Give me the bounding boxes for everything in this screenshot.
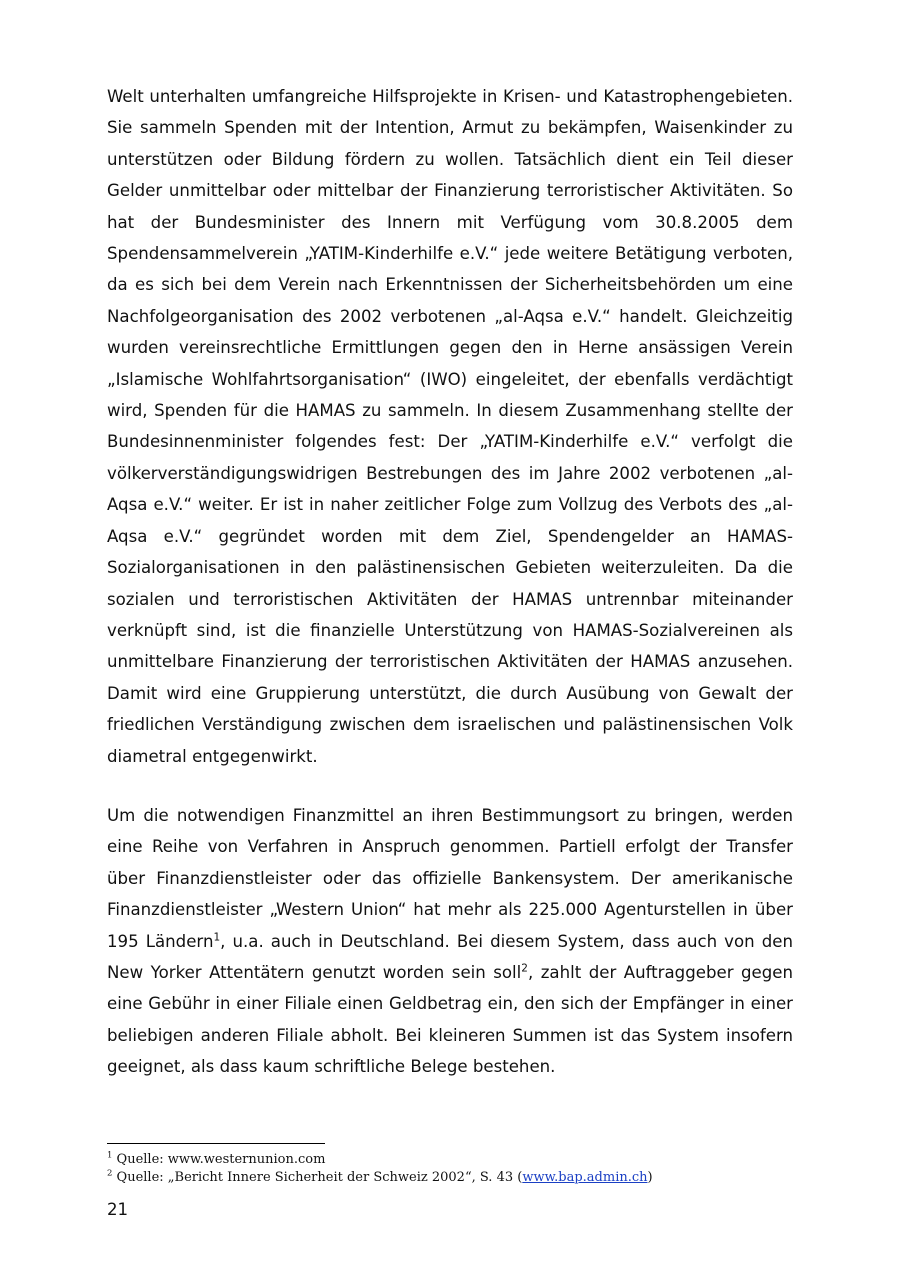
footnote-number: 2 bbox=[107, 1168, 113, 1179]
footnote-text-end: ) bbox=[647, 1170, 653, 1185]
footnote-ref-1[interactable]: 1 bbox=[213, 931, 221, 944]
footnote-number: 1 bbox=[107, 1150, 113, 1161]
paragraph-2-text-a: Um die notwendigen Finanzmittel an ihren Bestimmungsort zu bringen, werden eine Reihe von Verfahren in Anspruch genommen. Partiell erfolgt der Transfer über Finanzdienstleister oder das offizielle Bankensystem. Der amerikanische Finanzdienstleister „Western Union“ hat mehr als 225.000 Agenturstellen in über 195 Ländern bbox=[107, 806, 793, 951]
footnotes bbox=[107, 1151, 793, 1187]
footnote-link-bap[interactable]: www.bap.admin.ch bbox=[522, 1170, 648, 1185]
footnote-text: Quelle: www.westernunion.com bbox=[112, 1152, 326, 1167]
footnote-1 bbox=[107, 1151, 793, 1169]
footnote-separator bbox=[107, 1143, 325, 1144]
page-number: 21 bbox=[107, 1200, 129, 1219]
paragraph-2-text-b: , u.a. auch in Deutschland. Bei diesem System, dass auch von den New Yorker Attentätern genutzt worden sein soll bbox=[107, 931, 793, 983]
footnote-ref-2[interactable]: 2 bbox=[521, 962, 528, 975]
paragraph-2-text-c: , zahlt der Auftraggeber gegen eine Gebühr in einer Filiale einen Geldbetrag ein, den sich der Empfänger in einer beliebigen anderen Filiale abholt. Bei kleineren Summen ist das System insofern geeignet, als dass kaum schriftliche Belege bestehen. bbox=[107, 963, 793, 1077]
body-paragraph-1: Welt unterhalten umfangreiche Hilfsprojekte in Krisen- und Katastrophengebieten. Sie sammeln Spenden mit der Intention, Armut zu bekämpfen, Waisenkinder zu unterstützen oder Bildung fördern zu wollen. Tatsächlich dient ein Teil dieser Gelder unmittelbar oder mittelbar der Finanzierung terroristischer Aktivitäten. So hat der Bundesminister des Innern mit Verfügung vom 30.8.2005 dem Spendensammelverein „YATIM-Kinderhilfe e.V.“ jede weitere Betätigung verboten, da es sich bei dem Verein nach Erkenntnissen der Sicherheitsbehörden um eine Nachfolgeorganisation des 2002 verbotenen „al-Aqsa e.V.“ handelt. Gleichzeitig wurden vereinsrechtliche Ermittlungen gegen den in Herne ansässigen Verein „Islamische Wohlfahrtsorganisation“ (IWO) eingeleitet, der ebenfalls verdächtigt wird, Spenden für die HAMAS zu sammeln. In diesem Zusammenhang stellte der Bundesinnenminister folgendes fest: Der „YATIM-Kinderhilfe e.V.“ verfolgt die völkerverständigungswidrigen Bestrebungen des im Jahre 2002 verbotenen „al-Aqsa e.V.“ weiter. Er ist in naher zeitlicher Folge zum Vollzug des Verbots des „al-Aqsa e.V.“ gegründet worden mit dem Ziel, Spendengelder an HAMAS-Sozialorganisationen in den palästinensischen Gebieten weiterzuleiten. Da die sozialen und terroristischen Aktivitäten der HAMAS untrennbar miteinander verknüpft sind, ist die finanzielle Unterstützung von HAMAS-Sozialvereinen als unmittelbare Finanzierung der terroristischen Aktivitäten der HAMAS anzusehen. Damit wird eine Gruppierung unterstützt, die durch Ausübung von Gewalt der friedlichen Verständigung zwischen dem israelischen und palästinensischen Volk diametral entgegenwirkt. bbox=[107, 87, 793, 766]
footnote-2 bbox=[107, 1169, 793, 1187]
footnote-text: Quelle: „Bericht Innere Sicherheit der Schweiz 2002“, S. 43 ( bbox=[112, 1170, 523, 1185]
body-paragraph-2 bbox=[107, 800, 793, 1083]
